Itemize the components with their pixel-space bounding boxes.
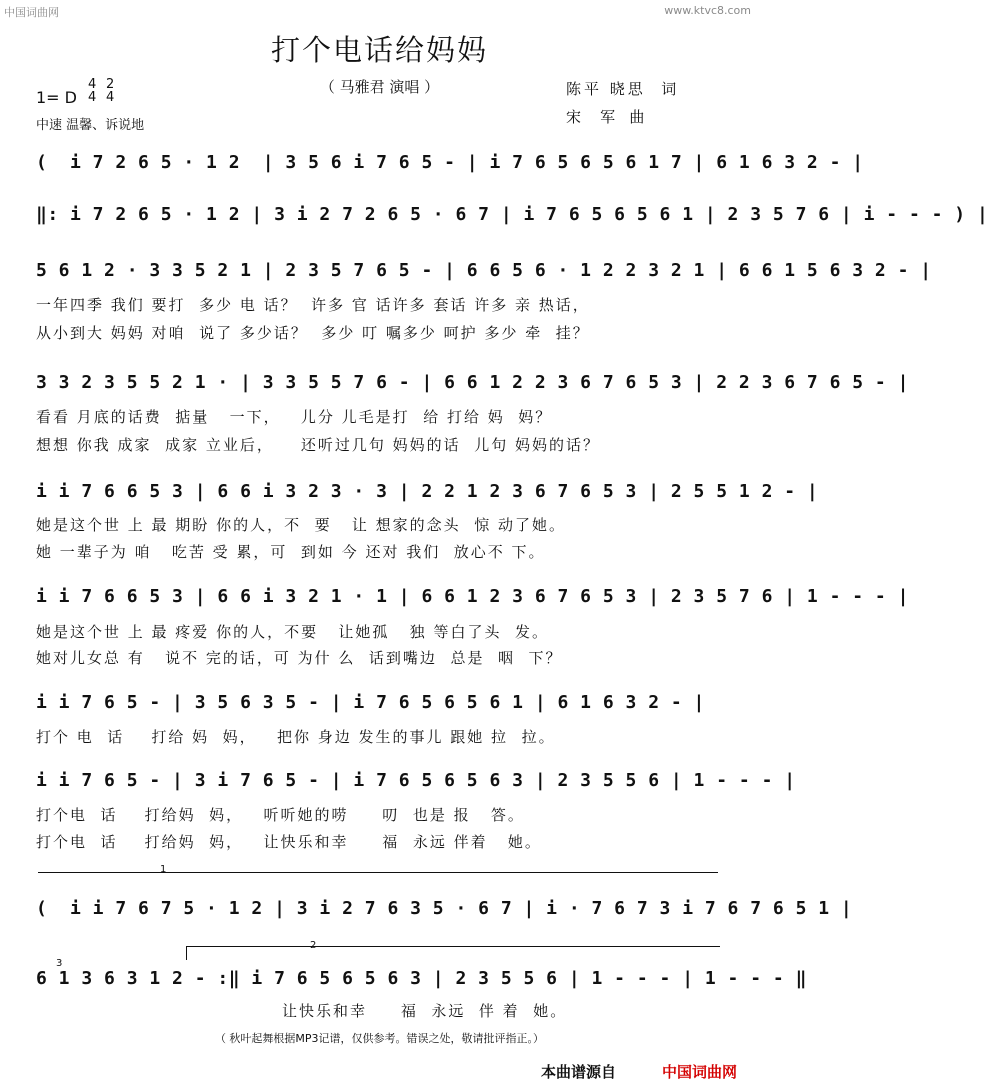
source-label: 本曲谱源自 — [541, 1063, 617, 1081]
watermark-left: 中国词曲网 — [4, 6, 59, 19]
lyric-line-9: 打个 电 话 打给 妈 妈， 把你 身边 发生的事儿 跟她 拉 拉。 — [36, 728, 556, 746]
lyric-line-8: 她对儿女总 有 说不 完的话，可 为什 么 话到嘴边 总是 咽 下？ — [36, 649, 563, 667]
watermark-right: www.ktvc8.com — [664, 4, 751, 17]
score-line-7: i i 7 6 5 - | 3 5 6 3 5 - | i 7 6 5 6 5 6 1 | 6 1 6 3 2 - | — [36, 692, 705, 713]
source-site-link[interactable]: 中国词曲网 — [662, 1063, 738, 1081]
song-title: 打个电话给妈妈 — [270, 33, 488, 67]
triplet-marker: 3 — [56, 958, 63, 969]
time-signature-1: 4 4 — [88, 77, 97, 105]
score-line-9: ( i i 7 6 7 5 · 1 2 | 3 i 2 7 6 3 5 · 6 7 | i · 7 6 7 3 i 7 6 7 6 5 1 | — [36, 898, 853, 919]
lyric-line-7: 她是这个世 上 最 疼爱 你的人，不要 让她孤 独 等白了头 发。 — [36, 623, 549, 641]
lyric-line-3: 看看 月底的话费 掂量 一下， 儿分 儿毛是打 给 打给 妈 妈？ — [36, 408, 553, 426]
lyric-line-5: 她是这个世 上 最 期盼 你的人，不 要 让 想家的念头 惊 动了她。 — [36, 516, 566, 534]
lyric-line-1: 一年四季 我们 要打 多少 电 话？ 许多 官 话许多 套话 许多 亲 热话， — [36, 296, 590, 314]
score-line-2: ‖: i 7 2 6 5 · 1 2 | 3 i 2 7 2 6 5 · 6 7 | i 7 6 5 6 5 6 1 | 2 3 5 7 6 | i - - - ) | — [36, 204, 988, 225]
composer-credit: 宋 军 曲 — [566, 108, 645, 126]
tempo-marking: 中速 温馨、诉说地 — [36, 118, 145, 133]
volta-1-label: 1 — [160, 864, 167, 875]
score-line-8: i i 7 6 5 - | 3 i 7 6 5 - | i 7 6 5 6 5 6 3 | 2 3 5 5 6 | 1 - - - | — [36, 770, 796, 791]
key-signature: 1= D — [36, 88, 77, 107]
lyric-line-4: 想想 你我 成家 成家 立业后， 还听过几句 妈妈的话 儿句 妈妈的话？ — [36, 436, 600, 454]
volta-2-label: 2 — [310, 940, 317, 951]
score-line-10: 6 1 3 6 3 1 2 - :‖ i 7 6 5 6 5 6 3 | 2 3 5 5 6 | 1 - - - | 1 - - - ‖ — [36, 968, 807, 989]
lyricist-credit: 陈平 晓思 词 — [566, 80, 680, 98]
volta-1-bracket — [38, 872, 718, 873]
score-line-5: i i 7 6 6 5 3 | 6 6 i 3 2 3 · 3 | 2 2 1 2 3 6 7 6 5 3 | 2 5 5 1 2 - | — [36, 481, 819, 502]
volta-2-bracket-edge — [186, 946, 187, 960]
lyric-line-6: 她 一辈子为 咱 吃苦 受 累，可 到如 今 还对 我们 放心不 下。 — [36, 543, 546, 561]
score-line-1: ( i 7 2 6 5 · 1 2 | 3 5 6 i 7 6 5 - | i 7 6 5 6 5 6 1 7 | 6 1 6 3 2 - | — [36, 152, 864, 173]
score-line-4: 3 3 2 3 5 5 2 1 · | 3 3 5 5 7 6 - | 6 6 1 2 2 3 6 7 6 5 3 | 2 2 3 6 7 6 5 - | — [36, 372, 909, 393]
lyric-line-10: 打个电 话 打给妈 妈， 听听她的唠 叨 也是 报 答。 — [36, 806, 525, 824]
lyric-line-11: 打个电 话 打给妈 妈， 让快乐和幸 福 永远 伴着 她。 — [36, 833, 542, 851]
score-line-6: i i 7 6 6 5 3 | 6 6 i 3 2 1 · 1 | 6 6 1 2 3 6 7 6 5 3 | 2 3 5 7 6 | 1 - - - | — [36, 586, 909, 607]
singer-line: （ 马雅君 演唱 ） — [319, 78, 440, 96]
score-line-3: 5 6 1 2 · 3 3 5 2 1 | 2 3 5 7 6 5 - | 6 6 5 6 · 1 2 2 3 2 1 | 6 6 1 5 6 3 2 - | — [36, 260, 932, 281]
volta-2-bracket — [186, 946, 720, 947]
transcription-note: （ 秋叶起舞根据MP3记谱，仅供参考。错误之处，敬请批评指正。） — [214, 1032, 545, 1045]
time-signature-2: 2 4 — [106, 77, 115, 105]
lyric-line-12: 让快乐和幸 福 永远 伴 着 她。 — [282, 1002, 568, 1020]
lyric-line-2: 从小到大 妈妈 对咱 说了 多少话？ 多少 叮 嘱多少 呵护 多少 牵 挂？ — [36, 324, 590, 342]
